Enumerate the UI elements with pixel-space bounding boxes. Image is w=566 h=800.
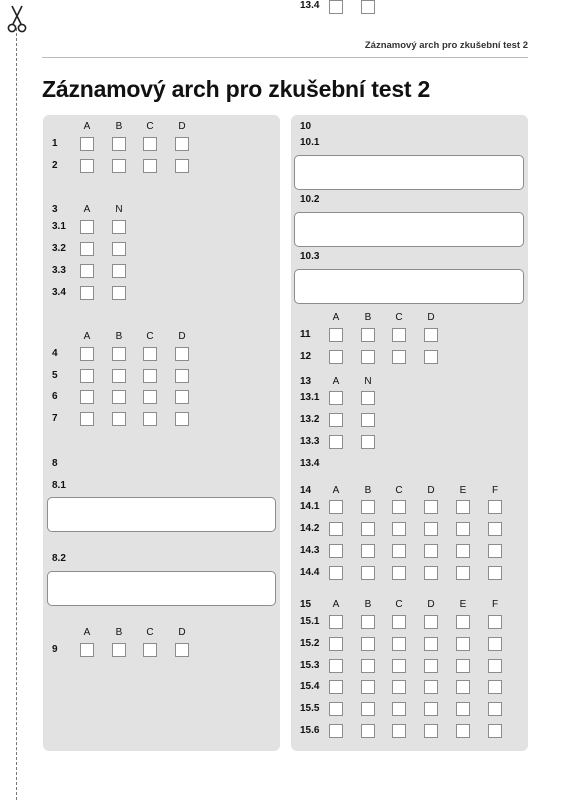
answer-checkbox-14-4-a[interactable] — [329, 566, 343, 580]
answer-checkbox-14-2-d[interactable] — [424, 522, 438, 536]
answer-checkbox-5-c[interactable] — [143, 369, 157, 383]
answer-field-10-3[interactable] — [294, 269, 524, 304]
answer-checkbox-15-3-b[interactable] — [361, 659, 375, 673]
answer-checkbox-14-1-f[interactable] — [488, 500, 502, 514]
answer-checkbox-15-5-b[interactable] — [361, 702, 375, 716]
answer-checkbox-13-4-n[interactable] — [361, 0, 375, 14]
answer-checkbox-3-3-n[interactable] — [112, 264, 126, 278]
answer-checkbox-15-6-e[interactable] — [456, 724, 470, 738]
answer-checkbox-14-4-d[interactable] — [424, 566, 438, 580]
answer-field-8-1[interactable] — [47, 497, 276, 532]
column-header-a: A — [332, 599, 340, 610]
answer-checkbox-14-3-f[interactable] — [488, 544, 502, 558]
answer-checkbox-15-1-d[interactable] — [424, 615, 438, 629]
question-label-7: 7 — [52, 413, 58, 424]
question-label-13-4: 13.4 — [300, 0, 320, 11]
question-label-15-1: 15.1 — [300, 616, 320, 627]
answer-checkbox-13-3-a[interactable] — [329, 435, 343, 449]
answer-checkbox-15-6-b[interactable] — [361, 724, 375, 738]
answer-checkbox-14-3-e[interactable] — [456, 544, 470, 558]
answer-checkbox-15-2-b[interactable] — [361, 637, 375, 651]
section-label-13: 13 — [300, 376, 312, 387]
answer-checkbox-15-4-c[interactable] — [392, 680, 406, 694]
question-label-3-2: 3.2 — [52, 243, 66, 254]
section-label-10: 10 — [300, 121, 312, 132]
answer-checkbox-7-a[interactable] — [80, 412, 94, 426]
answer-checkbox-15-1-f[interactable] — [488, 615, 502, 629]
answer-checkbox-1-b[interactable] — [112, 137, 126, 151]
scissors-icon — [6, 4, 28, 34]
answer-checkbox-15-3-e[interactable] — [456, 659, 470, 673]
answer-checkbox-11-b[interactable] — [361, 328, 375, 342]
answer-checkbox-9-d[interactable] — [175, 643, 189, 657]
answer-checkbox-3-4-a[interactable] — [80, 286, 94, 300]
answer-checkbox-7-c[interactable] — [143, 412, 157, 426]
answer-checkbox-15-5-c[interactable] — [392, 702, 406, 716]
section-label-8: 8 — [52, 458, 58, 469]
column-header-c: C — [146, 121, 154, 132]
question-label-14-4: 14.4 — [300, 567, 320, 578]
answer-checkbox-5-b[interactable] — [112, 369, 126, 383]
column-header-c: C — [146, 627, 154, 638]
section-label-3: 3 — [52, 204, 58, 215]
answer-checkbox-15-1-e[interactable] — [456, 615, 470, 629]
answer-checkbox-15-2-a[interactable] — [329, 637, 343, 651]
question-label-15-4: 15.4 — [300, 681, 320, 692]
answer-checkbox-4-a[interactable] — [80, 347, 94, 361]
answer-checkbox-13-2-a[interactable] — [329, 413, 343, 427]
answer-checkbox-15-6-a[interactable] — [329, 724, 343, 738]
answer-checkbox-11-d[interactable] — [424, 328, 438, 342]
answer-checkbox-3-1-n[interactable] — [112, 220, 126, 234]
answer-checkbox-1-d[interactable] — [175, 137, 189, 151]
question-label-3-4: 3.4 — [52, 287, 66, 298]
question-label-4: 4 — [52, 348, 58, 359]
column-header-a: A — [332, 376, 340, 387]
running-header: Záznamový arch pro zkušební test 2 — [364, 40, 528, 51]
answer-checkbox-2-a[interactable] — [80, 159, 94, 173]
answer-checkbox-14-3-c[interactable] — [392, 544, 406, 558]
answer-checkbox-14-4-f[interactable] — [488, 566, 502, 580]
answer-checkbox-5-d[interactable] — [175, 369, 189, 383]
answer-checkbox-15-4-b[interactable] — [361, 680, 375, 694]
answer-checkbox-15-5-a[interactable] — [329, 702, 343, 716]
answer-checkbox-13-1-a[interactable] — [329, 391, 343, 405]
answer-field-10-2[interactable] — [294, 212, 524, 247]
answer-field-10-1[interactable] — [294, 155, 524, 190]
answer-checkbox-12-a[interactable] — [329, 350, 343, 364]
answer-checkbox-14-3-a[interactable] — [329, 544, 343, 558]
page-title: Záznamový arch pro zkušební test 2 — [42, 76, 431, 102]
answer-field-8-2[interactable] — [47, 571, 276, 606]
answer-checkbox-14-1-e[interactable] — [456, 500, 470, 514]
question-label-14-1: 14.1 — [300, 501, 320, 512]
question-label-14-2: 14.2 — [300, 523, 320, 534]
column-header-d: D — [178, 331, 186, 342]
question-label-3-1: 3.1 — [52, 221, 66, 232]
answer-checkbox-15-2-c[interactable] — [392, 637, 406, 651]
answer-checkbox-15-5-f[interactable] — [488, 702, 502, 716]
question-label-9: 9 — [52, 644, 58, 655]
answer-checkbox-15-3-c[interactable] — [392, 659, 406, 673]
question-label-1: 1 — [52, 138, 58, 149]
answer-checkbox-14-1-b[interactable] — [361, 500, 375, 514]
answer-checkbox-9-b[interactable] — [112, 643, 126, 657]
answer-checkbox-13-4-a[interactable] — [329, 0, 343, 14]
answer-checkbox-15-5-d[interactable] — [424, 702, 438, 716]
question-label-12: 12 — [300, 351, 312, 362]
answer-checkbox-14-4-e[interactable] — [456, 566, 470, 580]
question-label-15-2: 15.2 — [300, 638, 320, 649]
answer-checkbox-14-1-a[interactable] — [329, 500, 343, 514]
answer-checkbox-15-6-c[interactable] — [392, 724, 406, 738]
answer-checkbox-15-4-a[interactable] — [329, 680, 343, 694]
question-label-3-3: 3.3 — [52, 265, 66, 276]
question-label-10-2: 10.2 — [300, 194, 320, 205]
answer-checkbox-2-c[interactable] — [143, 159, 157, 173]
answer-checkbox-14-3-d[interactable] — [424, 544, 438, 558]
column-header-n: N — [115, 204, 123, 215]
answer-checkbox-12-c[interactable] — [392, 350, 406, 364]
answer-checkbox-7-d[interactable] — [175, 412, 189, 426]
answer-checkbox-15-1-a[interactable] — [329, 615, 343, 629]
answer-checkbox-14-2-b[interactable] — [361, 522, 375, 536]
question-label-2: 2 — [52, 160, 58, 171]
column-header-f: F — [491, 599, 499, 610]
answer-checkbox-15-3-a[interactable] — [329, 659, 343, 673]
question-label-13-1: 13.1 — [300, 392, 320, 403]
answer-checkbox-3-2-a[interactable] — [80, 242, 94, 256]
answer-checkbox-15-4-e[interactable] — [456, 680, 470, 694]
answer-checkbox-14-4-b[interactable] — [361, 566, 375, 580]
answer-checkbox-11-c[interactable] — [392, 328, 406, 342]
question-label-10-3: 10.3 — [300, 251, 320, 262]
answer-checkbox-3-4-n[interactable] — [112, 286, 126, 300]
right-answer-panel — [291, 115, 528, 751]
column-header-d: D — [427, 312, 435, 323]
answer-checkbox-15-4-d[interactable] — [424, 680, 438, 694]
answer-checkbox-15-2-e[interactable] — [456, 637, 470, 651]
column-header-d: D — [427, 599, 435, 610]
answer-checkbox-4-b[interactable] — [112, 347, 126, 361]
column-header-c: C — [395, 312, 403, 323]
answer-checkbox-1-a[interactable] — [80, 137, 94, 151]
column-header-e: E — [459, 599, 467, 610]
answer-checkbox-13-1-n[interactable] — [361, 391, 375, 405]
answer-checkbox-3-2-n[interactable] — [112, 242, 126, 256]
answer-checkbox-2-d[interactable] — [175, 159, 189, 173]
answer-checkbox-15-4-f[interactable] — [488, 680, 502, 694]
header-rule — [42, 57, 528, 58]
answer-checkbox-3-3-a[interactable] — [80, 264, 94, 278]
answer-checkbox-15-3-d[interactable] — [424, 659, 438, 673]
answer-checkbox-6-a[interactable] — [80, 390, 94, 404]
answer-checkbox-11-a[interactable] — [329, 328, 343, 342]
answer-checkbox-15-1-b[interactable] — [361, 615, 375, 629]
answer-checkbox-14-2-a[interactable] — [329, 522, 343, 536]
answer-checkbox-4-d[interactable] — [175, 347, 189, 361]
column-header-a: A — [83, 627, 91, 638]
question-label-10-1: 10.1 — [300, 137, 320, 148]
answer-checkbox-6-b[interactable] — [112, 390, 126, 404]
answer-checkbox-15-6-f[interactable] — [488, 724, 502, 738]
section-label-15: 15 — [300, 599, 312, 610]
question-label-13-2: 13.2 — [300, 414, 320, 425]
column-header-b: B — [115, 627, 123, 638]
column-header-a: A — [83, 331, 91, 342]
column-header-a: A — [332, 312, 340, 323]
cut-line — [16, 28, 17, 800]
column-header-a: A — [332, 485, 340, 496]
column-header-n: N — [364, 376, 372, 387]
answer-checkbox-15-2-d[interactable] — [424, 637, 438, 651]
question-label-15-6: 15.6 — [300, 725, 320, 736]
question-label-13-3: 13.3 — [300, 436, 320, 447]
answer-checkbox-9-a[interactable] — [80, 643, 94, 657]
answer-checkbox-13-2-n[interactable] — [361, 413, 375, 427]
column-header-c: C — [395, 485, 403, 496]
question-label-5: 5 — [52, 370, 58, 381]
answer-checkbox-14-3-b[interactable] — [361, 544, 375, 558]
answer-checkbox-15-2-f[interactable] — [488, 637, 502, 651]
answer-checkbox-6-d[interactable] — [175, 390, 189, 404]
answer-checkbox-3-1-a[interactable] — [80, 220, 94, 234]
column-header-a: A — [83, 204, 91, 215]
column-header-c: C — [146, 331, 154, 342]
answer-checkbox-15-5-e[interactable] — [456, 702, 470, 716]
column-header-b: B — [364, 599, 372, 610]
answer-checkbox-1-c[interactable] — [143, 137, 157, 151]
answer-checkbox-2-b[interactable] — [112, 159, 126, 173]
answer-checkbox-4-c[interactable] — [143, 347, 157, 361]
question-label-8-2: 8.2 — [52, 553, 66, 564]
column-header-d: D — [427, 485, 435, 496]
column-header-b: B — [115, 331, 123, 342]
question-label-13-4: 13.4 — [300, 458, 320, 469]
answer-checkbox-14-1-c[interactable] — [392, 500, 406, 514]
question-label-8-1: 8.1 — [52, 480, 66, 491]
column-header-b: B — [364, 312, 372, 323]
answer-checkbox-15-1-c[interactable] — [392, 615, 406, 629]
question-label-15-5: 15.5 — [300, 703, 320, 714]
answer-checkbox-6-c[interactable] — [143, 390, 157, 404]
column-header-b: B — [115, 121, 123, 132]
column-header-c: C — [395, 599, 403, 610]
answer-checkbox-14-1-d[interactable] — [424, 500, 438, 514]
answer-checkbox-15-6-d[interactable] — [424, 724, 438, 738]
answer-checkbox-14-2-e[interactable] — [456, 522, 470, 536]
question-label-14-3: 14.3 — [300, 545, 320, 556]
answer-checkbox-5-a[interactable] — [80, 369, 94, 383]
answer-checkbox-14-2-f[interactable] — [488, 522, 502, 536]
answer-checkbox-7-b[interactable] — [112, 412, 126, 426]
question-label-15-3: 15.3 — [300, 660, 320, 671]
answer-checkbox-15-3-f[interactable] — [488, 659, 502, 673]
question-label-11: 11 — [300, 329, 311, 340]
answer-checkbox-9-c[interactable] — [143, 643, 157, 657]
column-header-b: B — [364, 485, 372, 496]
column-header-a: A — [83, 121, 91, 132]
answer-checkbox-12-d[interactable] — [424, 350, 438, 364]
answer-checkbox-13-3-n[interactable] — [361, 435, 375, 449]
answer-checkbox-14-2-c[interactable] — [392, 522, 406, 536]
column-header-d: D — [178, 121, 186, 132]
column-header-f: F — [491, 485, 499, 496]
column-header-e: E — [459, 485, 467, 496]
answer-checkbox-14-4-c[interactable] — [392, 566, 406, 580]
section-label-14: 14 — [300, 485, 312, 496]
answer-checkbox-12-b[interactable] — [361, 350, 375, 364]
column-header-d: D — [178, 627, 186, 638]
question-label-6: 6 — [52, 391, 58, 402]
